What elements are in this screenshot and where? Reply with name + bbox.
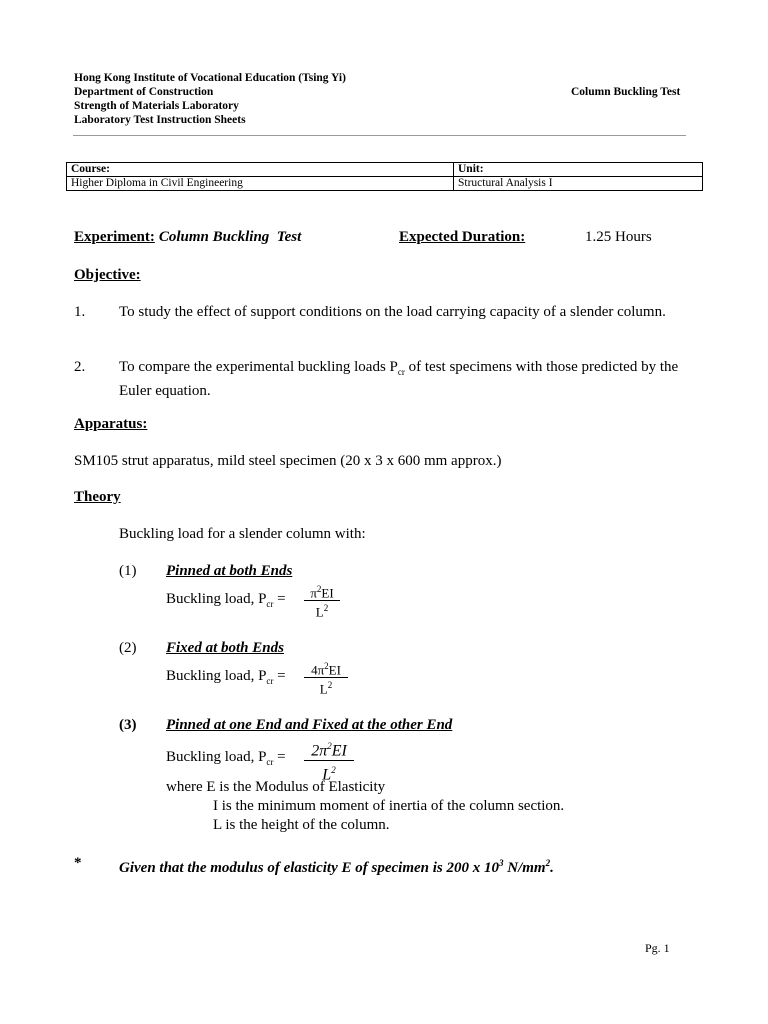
objective-2-text: To compare the experimental buckling loads $P_{cr}$ of test specimens with those predicted by the Euler equation.: [119, 359, 679, 399]
header-divider: [73, 135, 686, 136]
case-1-formula: $\pi^2EI$ $L^2$: [304, 582, 340, 620]
case-3-formula-label: Buckling load, $P_{cr}$ =: [166, 749, 286, 767]
apparatus-text: SM105 strut apparatus, mild steel specimen (20 x 3 x 600 mm approx.): [74, 453, 502, 469]
case-1-number: (1): [119, 563, 137, 579]
note-text: Given that the modulus of elasticity E of specimen is 200 x $10^3$ $N/mm^2$.: [119, 858, 554, 876]
where-line-i: I is the minimum moment of inertia of the column section.: [213, 798, 565, 814]
course-label: Course:: [67, 163, 454, 177]
theory-intro: Buckling load for a slender column with:: [119, 526, 366, 542]
case-2-formula: $4\pi^2EI$ $L^2$: [304, 659, 348, 697]
case-1-formula-label: Buckling load, $P_{cr}$ =: [166, 591, 286, 609]
institute-name: Hong Kong Institute of Vocational Education (Tsing Yi): [74, 72, 346, 84]
case-3-number: (3): [119, 717, 137, 733]
case-3-title: Pinned at one End and Fixed at the other End: [166, 717, 453, 733]
objective-1-text: To study the effect of support conditions on the load carrying capacity of a slender column.: [119, 304, 666, 320]
experiment-value: Column Buckling Test: [158, 229, 302, 245]
unit-value: Structural Analysis I: [454, 177, 703, 191]
sheet-type: Laboratory Test Instruction Sheets: [74, 114, 246, 126]
header-test-title: Column Buckling Test: [571, 86, 681, 98]
laboratory-name: Strength of Materials Laboratory: [74, 100, 239, 112]
page-number: Pg. 1: [645, 941, 670, 955]
duration-value: 1.25 Hours: [585, 229, 652, 245]
experiment-label: Experiment:: [74, 229, 155, 245]
case-2-formula-label: Buckling load, $P_{cr}$ =: [166, 668, 286, 686]
where-line-l: L is the height of the column.: [213, 817, 390, 833]
objective-2-number: 2.: [74, 359, 86, 375]
case-2-title: Fixed at both Ends: [166, 640, 284, 656]
duration-label: Expected Duration:: [399, 229, 526, 245]
apparatus-heading: Apparatus:: [74, 416, 148, 432]
theory-heading: Theory: [74, 489, 121, 505]
case-3-formula: $2\pi^2EI$ $L^2$: [304, 737, 354, 785]
case-2-number: (2): [119, 640, 137, 656]
department-name: Department of Construction: [74, 86, 214, 98]
note-asterisk: *: [74, 855, 82, 871]
course-value: Higher Diploma in Civil Engineering: [67, 177, 454, 191]
case-1-title: Pinned at both Ends: [166, 563, 293, 579]
objective-heading: Objective:: [74, 267, 141, 283]
objective-1-number: 1.: [74, 304, 86, 320]
experiment-row: [74, 228, 301, 247]
unit-label: Unit:: [454, 163, 703, 177]
course-unit-table: [66, 162, 703, 191]
where-line-e: where E is the Modulus of Elasticity: [166, 779, 386, 795]
